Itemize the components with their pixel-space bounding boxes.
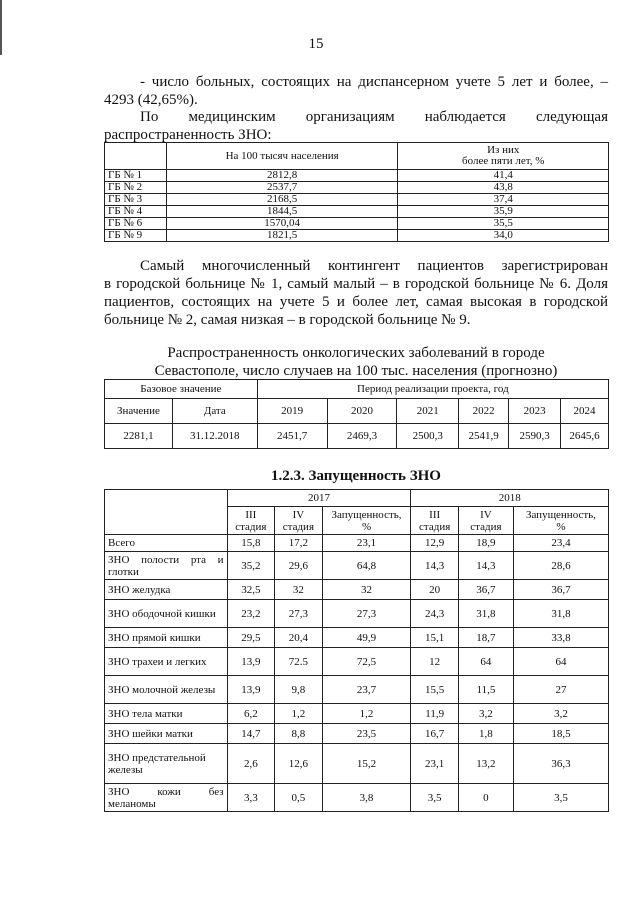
table-cell-value: 31,8 — [513, 600, 608, 628]
table-cell-value: 15,8 — [227, 535, 275, 552]
table-cell-value: 2469,3 — [327, 424, 397, 449]
table-cell-value: 23,7 — [322, 676, 411, 704]
table-header-cell: На 100 тысяч населения — [166, 143, 398, 170]
paragraph-hospital-summary — [104, 293, 608, 311]
table-cell-label: ЗНО молочной железы — [105, 676, 228, 704]
table-cell-hospital: ГБ № 9 — [105, 230, 167, 242]
table-cell-value: 2537,7 — [166, 182, 398, 194]
table-cell-value: 27 — [513, 676, 608, 704]
table-header-cell — [322, 507, 411, 535]
header-line: более пяти лет, % — [462, 155, 545, 167]
table-row — [105, 676, 609, 704]
paragraph-line: пациентов, состоящих на учете 5 и более лет, самая высокая в городской — [104, 294, 608, 310]
table-row — [105, 182, 609, 194]
table-cell-value: 28,6 — [513, 552, 608, 580]
table-cell-value: 1570,04 — [166, 218, 398, 230]
table-cell-value: 23,2 — [227, 600, 275, 628]
table-header-cell: Период реализации проекта, год — [257, 380, 608, 399]
table-row — [105, 724, 609, 744]
table-row — [105, 194, 609, 206]
table-cell-value: 72.5 — [275, 648, 323, 676]
table-row — [105, 744, 609, 784]
table-header-cell: 2024 — [561, 399, 609, 424]
table-cell-value: 29,5 — [227, 628, 275, 648]
header-line: IV — [292, 508, 305, 521]
table-cell-value: 33,8 — [513, 628, 608, 648]
table-cell-value: 13,2 — [458, 744, 513, 784]
table-cell-value: 2,6 — [227, 744, 275, 784]
paragraph-hospital-summary — [104, 311, 608, 329]
table-header-row — [105, 399, 609, 424]
table-cell-value: 64 — [513, 648, 608, 676]
header-line: стадия — [282, 520, 314, 533]
table-cell-value: 20,4 — [275, 628, 323, 648]
table-cell-value: 3,8 — [322, 784, 411, 812]
header-line: стадия — [419, 520, 451, 533]
table-cell-value: 43,8 — [398, 182, 609, 194]
table-cell-value: 35,9 — [398, 206, 609, 218]
table-header-cell: Значение — [105, 399, 173, 424]
table-cell-value: 17,2 — [275, 535, 323, 552]
header-line: IV — [480, 508, 492, 521]
table-header-year: 2017 — [227, 490, 411, 507]
table-cell-value: 12 — [411, 648, 459, 676]
table-header-cell: 2023 — [509, 399, 561, 424]
table-cell-value: 2451,7 — [257, 424, 327, 449]
table-cell-value: 2812,8 — [166, 170, 398, 182]
paragraph-line: - число больных, состоящих на диспансерном учете 5 лет и более, – — [140, 74, 608, 90]
paragraph-intro-table1 — [104, 108, 608, 126]
table-cell-value: 24,3 — [411, 600, 459, 628]
table-header-cell — [227, 507, 275, 535]
table-cell-label: ЗНО тела матки — [105, 704, 228, 724]
table-cell-value: 1,2 — [275, 704, 323, 724]
table-cell-label: ЗНО желудка — [105, 580, 228, 600]
table-cell-value: 32 — [322, 580, 411, 600]
table-cell-value: 32,5 — [227, 580, 275, 600]
table-cell-value: 49,9 — [322, 628, 411, 648]
table-header-year: 2018 — [411, 490, 609, 507]
neglect-table — [104, 489, 609, 812]
table-cell-value: 0 — [458, 784, 513, 812]
table-cell-value: 18,7 — [458, 628, 513, 648]
table-row — [105, 648, 609, 676]
caption-line: Севастополе, число случаев на 100 тыс. населения (прогнозно) — [154, 363, 558, 379]
table-cell-value: 9,8 — [275, 676, 323, 704]
table-cell-value: 23,5 — [322, 724, 411, 744]
table-header-cell: 2022 — [459, 399, 509, 424]
table-cell-value: 27,3 — [275, 600, 323, 628]
hospital-prevalence-table — [104, 142, 609, 242]
table-cell-value: 1,8 — [458, 724, 513, 744]
table-header-cell — [513, 507, 608, 535]
table-cell-value: 3,2 — [513, 704, 608, 724]
table-cell-value: 35,2 — [227, 552, 275, 580]
table-cell-label: ЗНО шейки матки — [105, 724, 228, 744]
paragraph-line: Самый многочисленный контингент пациентов зарегистрирован — [140, 258, 608, 274]
paragraph-line: распространенность ЗНО: — [104, 127, 272, 143]
table-cell-value: 18,9 — [458, 535, 513, 552]
header-line: Из них — [487, 144, 520, 156]
paragraph-line: По медицинским организациям наблюдается следующая — [140, 109, 608, 125]
table-cell-value: 13,9 — [227, 676, 275, 704]
caption-line: Распространенность онкологических заболеваний в городе — [167, 345, 545, 361]
table-cell-value: 3,3 — [227, 784, 275, 812]
table-cell-hospital: ГБ № 2 — [105, 182, 167, 194]
table-cell-value: 14,7 — [227, 724, 275, 744]
table-cell-value: 8,8 — [275, 724, 323, 744]
header-line: стадия — [235, 520, 267, 533]
table-cell-value: 2645,6 — [561, 424, 609, 449]
table-cell-value: 2590,3 — [509, 424, 561, 449]
table-row — [105, 628, 609, 648]
header-line: Запущенность, — [525, 508, 596, 521]
table-cell-value: 23,1 — [322, 535, 411, 552]
paragraph-line: в городской больнице № 1, самый малый – в городской больнице № 6. Доля — [104, 276, 608, 292]
table-row — [105, 206, 609, 218]
table-cell-date: 31.12.2018 — [172, 424, 257, 449]
paragraph-hospital-summary — [104, 257, 608, 275]
page-number: 15 — [308, 36, 324, 52]
table-cell-value: 18,5 — [513, 724, 608, 744]
table-cell-hospital: ГБ № 3 — [105, 194, 167, 206]
table-cell-label: ЗНО трахеи и легких — [105, 648, 228, 676]
table-cell-value: 35,5 — [398, 218, 609, 230]
table-cell-value: 0,5 — [275, 784, 323, 812]
paragraph-line: 4293 (42,65%). — [104, 92, 198, 108]
table-cell-value: 15,2 — [322, 744, 411, 784]
table-header-cell-empty — [105, 143, 167, 170]
table-cell-value: 36,7 — [458, 580, 513, 600]
table-cell-value: 11,5 — [458, 676, 513, 704]
table-header-cell: Дата — [172, 399, 257, 424]
table-cell-value: 11,9 — [411, 704, 459, 724]
table-cell-label: ЗНО предстательной железы — [105, 744, 228, 784]
table-cell-label: ЗНО кожи без меланомы — [105, 784, 228, 812]
table-cell-value: 41,4 — [398, 170, 609, 182]
table-cell-value: 1,2 — [322, 704, 411, 724]
paragraph-line: больнице № 2, самая низкая – в городской больнице № 9. — [104, 312, 471, 328]
table-row — [105, 704, 609, 724]
table-header-row — [105, 143, 609, 170]
table-cell-value: 36,3 — [513, 744, 608, 784]
table-header-cell: 2019 — [257, 399, 327, 424]
table-cell-value: 27,3 — [322, 600, 411, 628]
table-header-row — [105, 490, 609, 507]
table2-caption — [104, 344, 608, 362]
table-row — [105, 230, 609, 242]
header-line: III — [429, 508, 441, 521]
table-cell-value: 3,5 — [513, 784, 608, 812]
table-cell-value: 64 — [458, 648, 513, 676]
table-row — [105, 600, 609, 628]
table-cell-label: Всего — [105, 535, 228, 552]
table-header-cell — [458, 507, 513, 535]
table-cell-value: 12,6 — [275, 744, 323, 784]
table-cell-hospital: ГБ № 4 — [105, 206, 167, 218]
table-row — [105, 218, 609, 230]
table-row — [105, 170, 609, 182]
table-cell-value: 72,5 — [322, 648, 411, 676]
table-cell-value: 3,2 — [458, 704, 513, 724]
table-cell-value: 1844,5 — [166, 206, 398, 218]
table-cell-hospital: ГБ № 1 — [105, 170, 167, 182]
table-row — [105, 424, 609, 449]
table-row — [105, 552, 609, 580]
table-cell-value: 2541,9 — [459, 424, 509, 449]
table-cell-value: 31,8 — [458, 600, 513, 628]
header-line: стадия — [470, 520, 502, 533]
table-cell-value: 23,4 — [513, 535, 608, 552]
header-line: % — [556, 520, 566, 533]
table-cell-value: 23,1 — [411, 744, 459, 784]
table-row — [105, 784, 609, 812]
table-header-cell — [275, 507, 323, 535]
table-cell-value: 14,3 — [458, 552, 513, 580]
table-cell-value: 13,9 — [227, 648, 275, 676]
header-line: III — [245, 508, 257, 521]
table-cell-value: 36,7 — [513, 580, 608, 600]
section-heading: 1.2.3. Запущенность ЗНО — [271, 468, 441, 484]
paragraph-dispensary-count-end — [104, 91, 608, 109]
table-row — [105, 580, 609, 600]
table-cell-value: 2281,1 — [105, 424, 173, 449]
paragraph-hospital-summary — [104, 275, 608, 293]
table-cell-value: 29,6 — [275, 552, 323, 580]
table-cell-value: 64,8 — [322, 552, 411, 580]
table-cell-value: 34,0 — [398, 230, 609, 242]
table-header-cell — [398, 143, 609, 170]
table-header-row — [105, 380, 609, 399]
table-cell-value: 14,3 — [411, 552, 459, 580]
table-cell-value: 12,9 — [411, 535, 459, 552]
table-cell-label: ЗНО прямой кишки — [105, 628, 228, 648]
table-cell-label: ЗНО ободочной кишки — [105, 600, 228, 628]
table-header-cell: Базовое значение — [105, 380, 258, 399]
table-cell-value: 2168,5 — [166, 194, 398, 206]
table-cell-value: 1821,5 — [166, 230, 398, 242]
table-cell-label: ЗНО полости рта и глотки — [105, 552, 228, 580]
table-row — [105, 535, 609, 552]
forecast-prevalence-table — [104, 379, 609, 449]
paragraph-dispensary-count — [104, 73, 608, 91]
header-line: Запущенность, — [331, 508, 402, 521]
table-cell-value: 3,5 — [411, 784, 459, 812]
table-header-cell: 2020 — [327, 399, 397, 424]
table-cell-value: 15,5 — [411, 676, 459, 704]
table-header-cell: 2021 — [397, 399, 459, 424]
table-cell-value: 2500,3 — [397, 424, 459, 449]
table-cell-value: 6,2 — [227, 704, 275, 724]
table-cell-value: 37,4 — [398, 194, 609, 206]
header-line: % — [361, 520, 372, 533]
table-cell-hospital: ГБ № 6 — [105, 218, 167, 230]
table-cell-value: 20 — [411, 580, 459, 600]
table-cell-value: 32 — [275, 580, 323, 600]
table-header-cell-empty — [105, 490, 228, 535]
table-cell-value: 16,7 — [411, 724, 459, 744]
table-cell-value: 15,1 — [411, 628, 459, 648]
table2-caption — [104, 362, 608, 380]
table-header-cell — [411, 507, 459, 535]
